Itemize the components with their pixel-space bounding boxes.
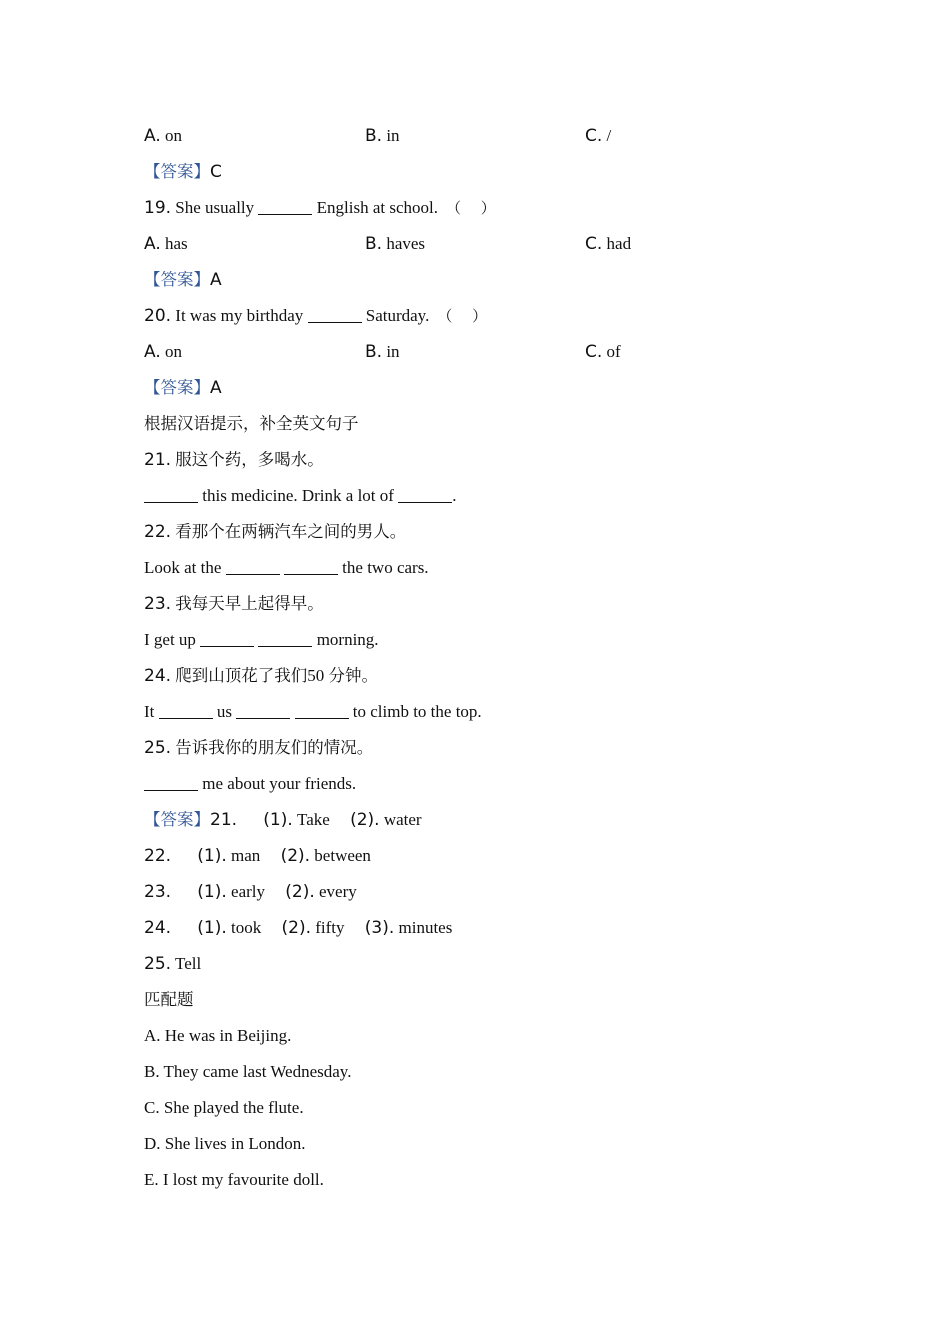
answer-blank	[258, 626, 312, 647]
question-number: 20.	[144, 306, 172, 326]
q25-english: me about your friends.	[144, 766, 844, 802]
q18-option-c: C. /	[585, 126, 612, 146]
answer-blank	[144, 770, 198, 791]
section-heading-match: 匹配题	[144, 990, 194, 1009]
q20-options	[144, 334, 844, 370]
question-number: 19.	[144, 198, 172, 218]
match-item-e: E. I lost my favourite doll.	[144, 1170, 324, 1189]
q20-option-b: B. in	[365, 342, 400, 362]
answer-blank	[200, 626, 254, 647]
answer-blank	[295, 698, 349, 719]
q19-answer: 【答案】A	[144, 270, 222, 290]
section-heading-translate: 根据汉语提示，补全英文句子	[144, 414, 359, 433]
q19-option-b: B. haves	[365, 234, 426, 254]
question-number: 21.	[144, 450, 172, 470]
document-content	[144, 118, 844, 1198]
question-number: 24.	[144, 666, 172, 686]
q19-option-a: A. has	[144, 234, 188, 254]
answer-24: 24. (1). took (2). fifty (3). minutes	[144, 918, 453, 938]
match-item-d: D. She lives in London.	[144, 1134, 306, 1153]
answer-blank	[159, 698, 213, 719]
q18-option-b: B. in	[365, 126, 400, 146]
answer-blank	[258, 194, 312, 215]
match-item-a: A. He was in Beijing.	[144, 1026, 292, 1045]
q20-option-a: A. on	[144, 342, 182, 362]
answer-21: 【答案】21. (1). Take (2). water	[144, 810, 422, 830]
answer-blank	[236, 698, 290, 719]
answer-blank	[284, 554, 338, 575]
q18-option-a: A. on	[144, 126, 182, 146]
q18-options	[144, 118, 844, 154]
q24-chinese: 24. 爬到山顶花了我们50 分钟。	[144, 666, 379, 686]
answer-label: 【答案】	[144, 378, 210, 397]
q21-chinese: 21. 服这个药，多喝水。	[144, 450, 324, 470]
answer-blank	[226, 554, 280, 575]
answer-25: 25. Tell	[144, 954, 202, 974]
q20-option-c: C. of	[585, 342, 621, 362]
q20-answer: 【答案】A	[144, 378, 222, 398]
q19-question: 19. She usually English at school. （ ）	[144, 190, 844, 226]
q23-english: I get up morning.	[144, 622, 844, 658]
answer-blank	[398, 482, 452, 503]
answer-23: 23. (1). early (2). every	[144, 882, 357, 902]
q22-english: Look at the the two cars.	[144, 550, 844, 586]
answer-blank	[308, 302, 362, 323]
q19-options	[144, 226, 844, 262]
match-item-b: B. They came last Wednesday.	[144, 1062, 352, 1081]
question-number: 22.	[144, 522, 172, 542]
q23-chinese: 23. 我每天早上起得早。	[144, 594, 324, 614]
q18-answer: 【答案】C	[144, 162, 222, 182]
answer-label: 【答案】	[144, 270, 210, 289]
q24-english: It us to climb to the top.	[144, 694, 844, 730]
question-number: 23.	[144, 594, 172, 614]
q19-option-c: C. had	[585, 234, 632, 254]
q20-question: 20. It was my birthday Saturday. （ ）	[144, 298, 844, 334]
answer-22: 22. (1). man (2). between	[144, 846, 371, 866]
q21-english: this medicine. Drink a lot of .	[144, 478, 844, 514]
question-number: 25.	[144, 738, 172, 758]
answer-label: 【答案】	[144, 810, 210, 829]
answer-blank	[144, 482, 198, 503]
q25-chinese: 25. 告诉我你的朋友们的情况。	[144, 738, 374, 758]
match-item-c: C. She played the flute.	[144, 1098, 304, 1117]
q22-chinese: 22. 看那个在两辆汽车之间的男人。	[144, 522, 407, 542]
answer-label: 【答案】	[144, 162, 210, 181]
